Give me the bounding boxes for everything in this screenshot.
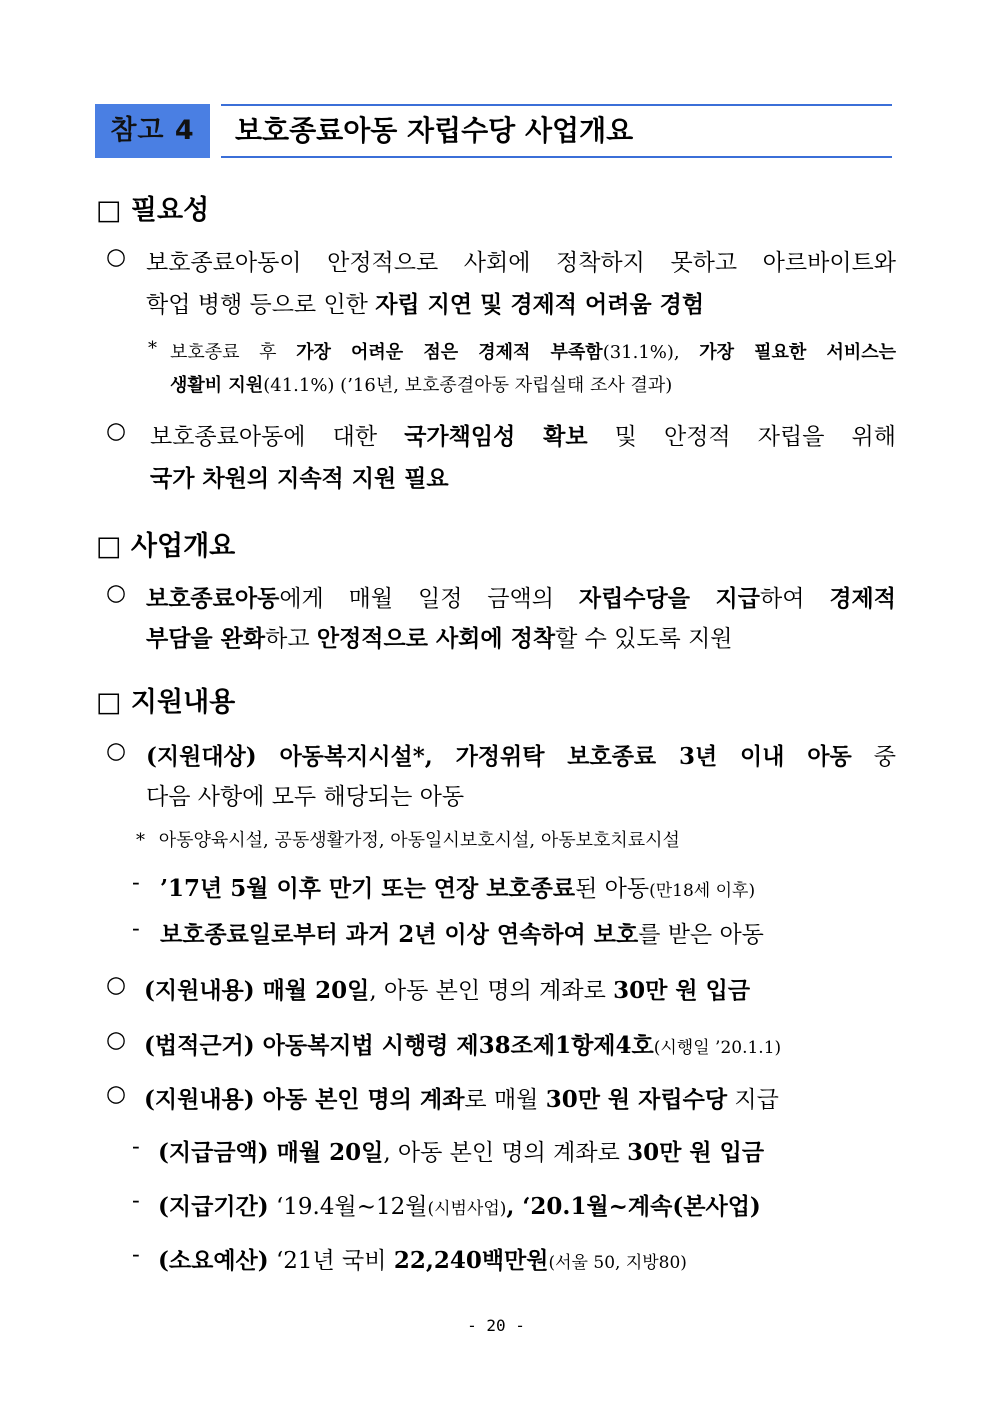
text-span: 및 안정적 자립을 위해 (587, 424, 896, 450)
section-heading-necessity (96, 188, 209, 227)
bullet-line (106, 580, 126, 606)
paragraph-line (146, 778, 464, 811)
dash-line (132, 870, 140, 896)
bullet-line (106, 244, 126, 270)
text-span-bold: 30만 원 입금 (627, 1139, 765, 1166)
bullet-line (106, 1081, 126, 1107)
text-span-bold: 자립수당을 지급 (578, 585, 760, 612)
text-span: (서울 50, 지방80) (548, 1253, 687, 1273)
text-span-bold: 22,240백만원 (393, 1247, 549, 1274)
paragraph-line (146, 580, 896, 613)
text-span: 하여 (760, 586, 830, 612)
text-span-bold: 안정적으로 사회에 정착 (316, 625, 556, 652)
paragraph-line (150, 418, 896, 451)
paragraph-line (146, 244, 896, 277)
text-span-bold: (법적근거) 아동복지법 시행령 제38조제1항제4호 (144, 1032, 654, 1059)
note-line (136, 826, 680, 852)
text-span-bold: 부담을 완화 (146, 625, 266, 652)
page-title: 보호종료아동 자립수당 사업개요 (235, 114, 634, 147)
text-span-bold: 보호종료일로부터 과거 2년 이상 연속하여 보호 (160, 921, 639, 948)
circle-bullet-icon: ○ (106, 580, 127, 606)
paragraph-line (160, 870, 755, 903)
text-span-bold: 생활비 지원 (170, 375, 264, 396)
text-span: ‘21년 국비 (268, 1248, 394, 1274)
note-line (148, 338, 157, 359)
section-label: 지원내용 (130, 687, 236, 718)
text-span-bold: 30만 원 입금 (613, 977, 751, 1004)
paragraph-line (158, 1134, 764, 1167)
checkbox-square-icon: □ (96, 531, 122, 562)
text-span: 보호종료아동이 안정적으로 사회에 정착하지 못하고 아르바이트와 (146, 250, 896, 276)
bullet-line (106, 972, 126, 998)
circle-bullet-icon: ○ (106, 1027, 127, 1053)
dash-line (132, 916, 140, 942)
text-span: 하고 (265, 626, 317, 652)
dash-line (132, 1242, 140, 1268)
bullet-line (106, 1027, 126, 1053)
reference-badge: 참고 4 (95, 104, 210, 158)
paragraph-line (146, 286, 704, 319)
section-heading-support (96, 680, 235, 719)
text-span: ‘19.4월∼12월 (268, 1194, 428, 1220)
text-span-bold: (지원내용) 매월 20일 (144, 977, 370, 1004)
circle-bullet-icon: ○ (106, 738, 127, 764)
text-span-bold: (지급기간) (158, 1193, 269, 1220)
paragraph-line (144, 1027, 781, 1060)
text-span: 아동양육시설, 공동생활가정, 아동일시보호시설, 아동보호치료시설 (158, 830, 680, 851)
text-span: 에게 매월 일정 금액의 (279, 586, 579, 612)
dash-icon: - (132, 1134, 140, 1160)
text-span-bold: 가장 필요한 서비스는 (699, 342, 897, 363)
dash-icon: - (132, 916, 140, 942)
paragraph-line (144, 1081, 779, 1114)
text-span-bold: 보호종료아동 (146, 585, 280, 612)
text-span: 된 아동 (575, 876, 650, 902)
text-span: 다음 사항에 모두 해당되는 아동 (146, 784, 465, 810)
text-span: , 아동 본인 명의 계좌로 (369, 978, 614, 1004)
paragraph-line (146, 738, 896, 771)
text-span-bold: (소요예산) (158, 1247, 269, 1274)
text-span-bold: ’17년 5월 이후 만기 또는 연장 보호종료 (160, 875, 576, 902)
text-span: 할 수 있도록 지원 (555, 626, 733, 652)
asterisk-icon: * (136, 830, 145, 851)
text-span: 지급 (727, 1087, 779, 1113)
bullet-line (106, 418, 126, 444)
text-span: (만18세 이후) (649, 881, 756, 901)
circle-bullet-icon: ○ (106, 244, 127, 270)
text-span-bold: , ‘20.1월~계속(본사업) (506, 1193, 761, 1220)
text-span: (41.1%) (’16년, 보호종결아동 자립실태 조사 결과) (263, 375, 673, 396)
paragraph-line (150, 460, 449, 493)
text-span: 중 (851, 744, 896, 770)
text-span: 학업 병행 등으로 인한 (146, 292, 376, 318)
checkbox-square-icon: □ (96, 687, 122, 718)
text-span-bold: 30만 원 자립수당 (545, 1086, 728, 1113)
paragraph-line (158, 1188, 761, 1221)
text-span-bold: 가장 어려운 점은 경제적 부족함 (296, 342, 603, 363)
text-span-bold: 국가 차원의 지속적 지원 필요 (150, 465, 449, 492)
text-span: , 아동 본인 명의 계좌로 (383, 1140, 628, 1166)
section-label: 사업개요 (130, 531, 236, 562)
dash-icon: - (132, 1242, 140, 1268)
checkbox-square-icon: □ (96, 195, 122, 226)
text-span-bold: (지급금액) 매월 20일 (158, 1139, 384, 1166)
paragraph-line (146, 620, 733, 653)
text-span-bold: (지원내용) 아동 본인 명의 계좌 (144, 1086, 465, 1113)
dash-line (132, 1134, 140, 1160)
section-heading-overview (96, 524, 235, 563)
text-span: 보호종료 후 (170, 342, 297, 363)
header (95, 104, 892, 158)
asterisk-icon: * (148, 338, 157, 359)
text-span: 를 받은 아동 (638, 922, 764, 948)
circle-bullet-icon: ○ (106, 972, 127, 998)
circle-bullet-icon: ○ (106, 1081, 127, 1107)
page-number: - 20 - (467, 1316, 525, 1335)
text-span: 로 매월 (464, 1087, 546, 1113)
text-span: (시범사업) (427, 1199, 507, 1219)
paragraph-line (160, 916, 764, 949)
paragraph-line (158, 1242, 687, 1275)
text-span: 보호종료아동에 대한 (150, 424, 405, 450)
text-span-bold: 경제적 (829, 585, 896, 612)
dash-line (132, 1188, 140, 1214)
text-span: (31.1%), (602, 342, 700, 363)
dash-icon: - (132, 870, 140, 896)
text-span-bold: 자립 지연 및 경제적 어려움 경험 (375, 291, 705, 318)
bullet-line (106, 738, 126, 764)
text-span: (시행일 ’20.1.1) (653, 1038, 782, 1058)
section-label: 필요성 (130, 195, 210, 226)
title-box (221, 104, 892, 158)
text-span-bold: (지원대상) 아동복지시설*, 가정위탁 보호종료 3년 이내 아동 (146, 743, 852, 770)
paragraph-line (144, 972, 750, 1005)
text-span-bold: 국가책임성 확보 (404, 423, 588, 450)
note-line (170, 371, 672, 397)
dash-icon: - (132, 1188, 140, 1214)
note-line (170, 338, 896, 364)
circle-bullet-icon: ○ (106, 418, 127, 444)
